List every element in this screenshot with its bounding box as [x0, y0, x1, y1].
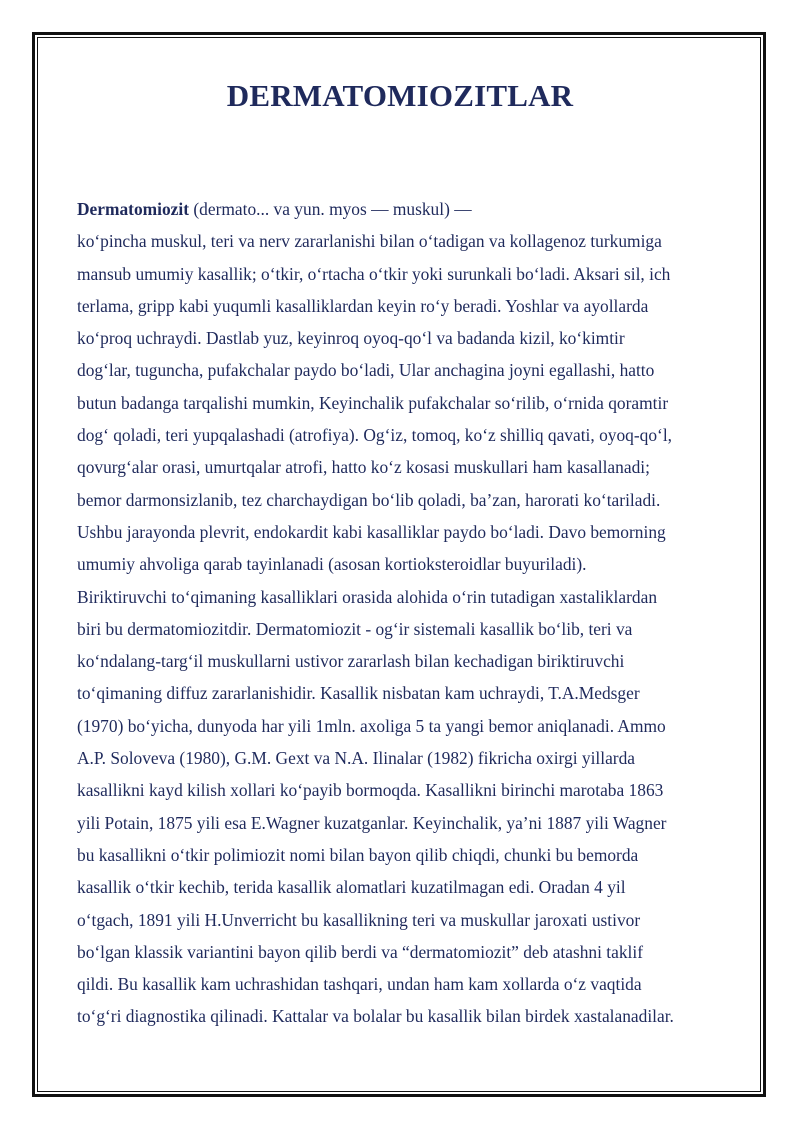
body-lines [77, 225, 737, 1032]
body-line: terlama, gripp kabi yuqumli kasalliklardan keyin ro‘y beradi. Yoshlar va ayollarda [77, 295, 649, 316]
body-line: kasallikni kayd kilish xollari ko‘payib bormoqda. Kasallikni birinchi marotaba 1863 [77, 780, 664, 801]
body-line: ko‘pincha muskul, teri va nerv zararlanishi bilan o‘tadigan va kollagenoz turkumiga [77, 231, 662, 252]
body-line: qildi. Bu kasallik kam uchrashidan tashqari, undan ham kam xollarda o‘z vaqtida [77, 974, 642, 995]
body-line: yili Potain, 1875 yili esa E.Wagner kuzatganlar. Keyinchalik, ya’ni 1887 yili Wagner [77, 812, 667, 833]
body-line: Ushbu jarayonda plevrit, endokardit kabi kasalliklar paydo bo‘ladi. Davo bemorning [77, 521, 666, 542]
body-line: (1970) bo‘yicha, dunyoda har yili 1mln. axoliga 5 ta yangi bemor aniqlanadi. Ammo [77, 715, 666, 736]
intro-definition: (dermato... va yun. myos — muskul) — [189, 199, 472, 219]
document-body [77, 193, 737, 1033]
body-line: bo‘lgan klassik variantini bayon qilib berdi va “dermatomiozit” deb atashni taklif [77, 941, 644, 962]
document-title: DERMATOMIOZITLAR [226, 78, 574, 113]
body-line: mansub umumiy kasallik; o‘tkir, o‘rtacha o‘tkir yoki surunkali bo‘ladi. Aksari sil, ich [77, 263, 671, 284]
body-line: dog‘ qoladi, teri yupqalashadi (atrofiya). Og‘iz, tomoq, ko‘z shilliq qavati, oyoq-qo‘l, [77, 425, 673, 446]
body-line: to‘g‘ri diagnostika qilinadi. Kattalar va bolalar bu kasallik bilan birdek xastalanadilar. [77, 1006, 674, 1027]
body-line: kasallik o‘tkir kechib, terida kasallik alomatlari kuzatilmagan edi. Oradan 4 yil [77, 877, 626, 898]
intro-term: Dermatomiozit [77, 199, 190, 219]
body-line: bu kasallikni o‘tkir polimiozit nomi bilan bayon qilib chiqdi, chunki bu bemorda [77, 844, 639, 865]
body-line: ko‘ndalang-targ‘il muskullarni ustivor zararlash bilan kechadigan biriktiruvchi [77, 651, 625, 672]
body-line: ko‘proq uchraydi. Dastlab yuz, keyinroq oyoq-qo‘l va badanda kizil, ko‘kimtir [77, 328, 625, 349]
body-line: butun badanga tarqalishi mumkin, Keyinchalik pufakchalar so‘rilib, o‘rnida qoramtir [77, 392, 669, 413]
body-line: umumiy ahvoliga qarab tayinlanadi (asosan kortioksteroidlar buyuriladi). [77, 554, 587, 575]
body-line: qovurg‘alar orasi, umurtqalar atrofi, hatto ko‘z kosasi muskullari ham kasallanadi; [77, 457, 650, 478]
body-line: biri bu dermatomiozitdir. Dermatomiozit - og‘ir sistemali kasallik bo‘lib, teri va [77, 618, 633, 639]
body-line: bemor darmonsizlanib, tez charchaydigan bo‘lib qoladi, ba’zan, harorati ko‘tariladi. [77, 489, 661, 510]
body-line: Biriktiruvchi to‘qimaning kasalliklari orasida alohida o‘rin tutadigan xastaliklardan [77, 586, 658, 607]
body-line: o‘tgach, 1891 yili H.Unverricht bu kasallikning teri va muskullar jaroxati ustivor [77, 909, 641, 930]
body-line: A.P. Soloveva (1980), G.M. Gext va N.A. Ilinalar (1982) fikricha oxirgi yillarda [77, 748, 635, 769]
body-line: to‘qimaning diffuz zararlanishidir. Kasallik nisbatan kam uchraydi, T.A.Medsger [77, 683, 640, 704]
body-line: dog‘lar, tuguncha, pufakchalar paydo bo‘ladi, Ular anchagina joyni egallashi, hatto [77, 360, 655, 381]
intro-line [77, 193, 737, 225]
